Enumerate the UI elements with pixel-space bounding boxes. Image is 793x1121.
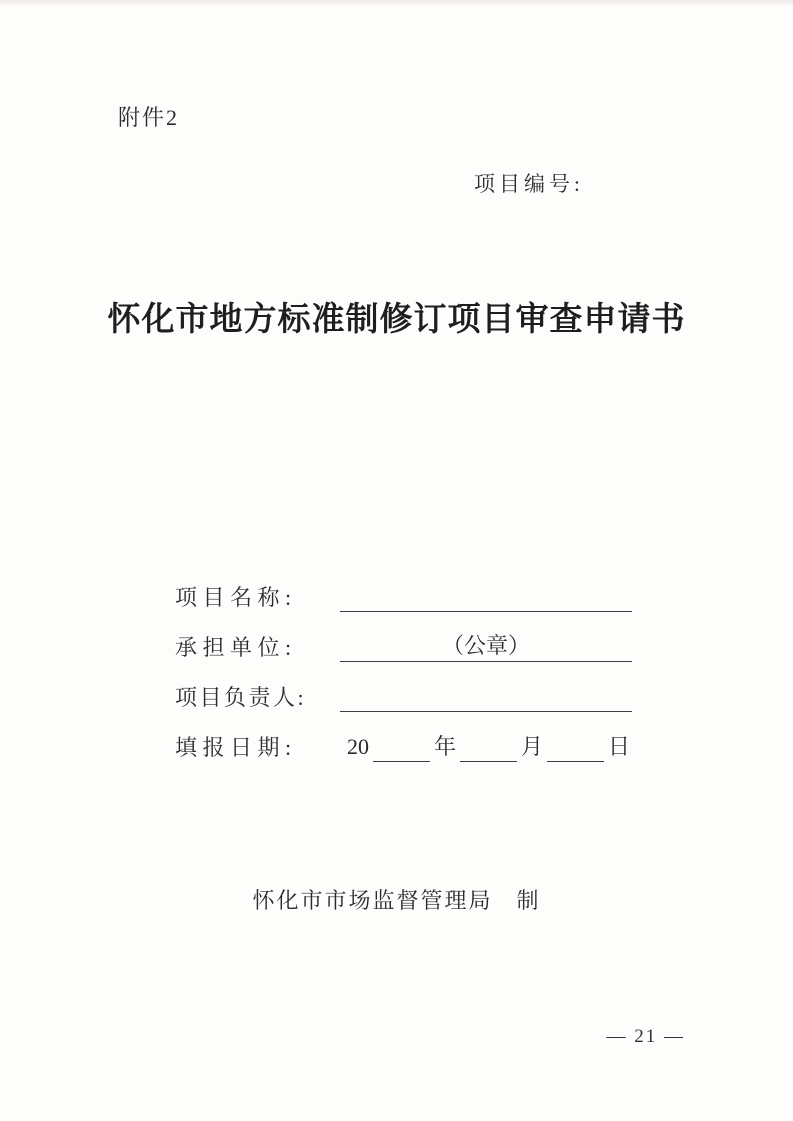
date-month-label: 月 bbox=[521, 734, 544, 759]
project-number-label: 项目编号: bbox=[474, 172, 584, 196]
publisher-line: 怀化市市场监督管理局 制 bbox=[252, 888, 541, 913]
date-day-blank bbox=[547, 731, 604, 762]
undertaking-unit-blank-with-seal-note: （公章） bbox=[340, 631, 632, 662]
project-name-blank bbox=[340, 581, 632, 612]
date-year-prefix: 20 bbox=[347, 734, 369, 759]
filing-date-value bbox=[347, 731, 630, 762]
project-leader-label: 项目负责人: bbox=[175, 685, 307, 710]
project-name-label: 项 目 名 称 : bbox=[175, 585, 292, 610]
date-day-label: 日 bbox=[608, 734, 631, 759]
scan-shadow bbox=[0, 0, 793, 6]
date-month-blank bbox=[460, 731, 517, 762]
page-number: — 21 — bbox=[606, 1026, 685, 1047]
form-row-filing-date bbox=[175, 728, 635, 762]
date-year-label: 年 bbox=[434, 734, 457, 759]
undertaking-unit-label: 承 担 单 位 : bbox=[175, 635, 292, 660]
date-year-blank bbox=[373, 731, 430, 762]
form-row-project-leader bbox=[175, 678, 635, 712]
application-form bbox=[175, 578, 635, 762]
form-row-project-name bbox=[175, 578, 635, 612]
document-title: 怀化市地方标准制修订项目审查申请书 bbox=[107, 300, 686, 337]
attachment-label: 附件2 bbox=[118, 105, 180, 130]
form-row-undertaking-unit bbox=[175, 628, 635, 662]
project-leader-blank bbox=[340, 681, 632, 712]
filing-date-label: 填 报 日 期 : bbox=[175, 735, 292, 760]
